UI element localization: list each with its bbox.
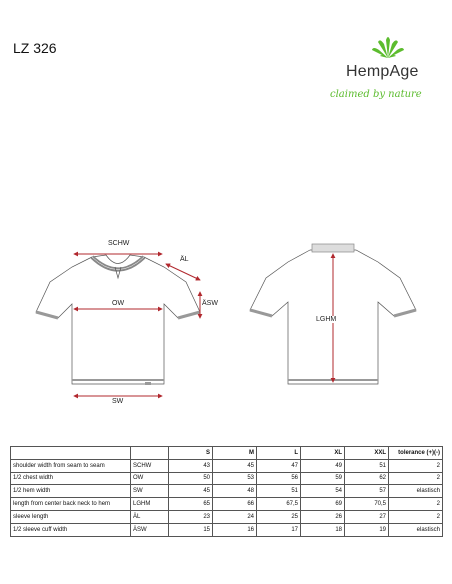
- hemp-leaf-icon: [370, 34, 406, 60]
- cell-xxl: 70,5: [345, 498, 389, 511]
- cell-l: 47: [257, 459, 301, 472]
- cell-xl: 26: [301, 510, 345, 523]
- cell-xxl: 19: [345, 523, 389, 536]
- cell-xxl: 51: [345, 459, 389, 472]
- header-tolerance: tolerance (+)(-): [389, 447, 443, 460]
- cell-xxl: 62: [345, 472, 389, 485]
- row-desc: 1/2 hem width: [11, 485, 131, 498]
- size-table: [10, 446, 443, 537]
- cell-tolerance: elastisch: [389, 485, 443, 498]
- cell-xxl: 57: [345, 485, 389, 498]
- header-xl: XL: [301, 447, 345, 460]
- header-xxl: XXL: [345, 447, 389, 460]
- cell-l: 67,5: [257, 498, 301, 511]
- cell-l: 51: [257, 485, 301, 498]
- header-s: S: [169, 447, 213, 460]
- cell-s: 23: [169, 510, 213, 523]
- cell-s: 50: [169, 472, 213, 485]
- table-row: [11, 498, 443, 511]
- cell-m: 66: [213, 498, 257, 511]
- row-desc: 1/2 sleeve cuff width: [11, 523, 131, 536]
- cell-tolerance: 2: [389, 472, 443, 485]
- label-sw: SW: [112, 398, 124, 405]
- cell-xxl: 27: [345, 510, 389, 523]
- cell-l: 17: [257, 523, 301, 536]
- hempage-logo: [330, 34, 442, 114]
- label-schw: SCHW: [108, 240, 130, 247]
- cell-xl: 59: [301, 472, 345, 485]
- cell-m: 45: [213, 459, 257, 472]
- front-shirt: [36, 255, 200, 385]
- table-row: [11, 459, 443, 472]
- table-row: [11, 510, 443, 523]
- table-row: [11, 485, 443, 498]
- label-al: ÄL: [180, 256, 189, 263]
- cell-m: 53: [213, 472, 257, 485]
- table-row: [11, 523, 443, 536]
- document-title: LZ 326: [13, 40, 57, 56]
- cell-m: 48: [213, 485, 257, 498]
- cell-s: 43: [169, 459, 213, 472]
- header-code: [131, 447, 169, 460]
- cell-l: 56: [257, 472, 301, 485]
- row-code: SCHW: [131, 459, 169, 472]
- shirt-sketches: [0, 230, 452, 410]
- brand-name: HempAge: [346, 63, 419, 80]
- brand-tagline: claimed by nature: [330, 89, 422, 100]
- cell-tolerance: 2: [389, 498, 443, 511]
- technical-drawing: [0, 230, 452, 410]
- table-header-row: [11, 447, 443, 460]
- cell-tolerance: 2: [389, 510, 443, 523]
- cell-xl: 49: [301, 459, 345, 472]
- cell-m: 24: [213, 510, 257, 523]
- row-code: OW: [131, 472, 169, 485]
- cell-l: 25: [257, 510, 301, 523]
- cell-s: 65: [169, 498, 213, 511]
- cell-s: 45: [169, 485, 213, 498]
- label-ow: OW: [112, 300, 125, 307]
- row-code: ÄSW: [131, 523, 169, 536]
- table-row: [11, 472, 443, 485]
- header-desc: [11, 447, 131, 460]
- cell-tolerance: elastisch: [389, 523, 443, 536]
- row-code: ÄL: [131, 510, 169, 523]
- cell-xl: 18: [301, 523, 345, 536]
- header-m: M: [213, 447, 257, 460]
- cell-m: 16: [213, 523, 257, 536]
- row-desc: 1/2 chest width: [11, 472, 131, 485]
- label-lghm: LGHM: [316, 316, 337, 323]
- row-desc: length from center back neck to hem: [11, 498, 131, 511]
- row-desc: sleeve length: [11, 510, 131, 523]
- header-l: L: [257, 447, 301, 460]
- row-desc: shoulder width from seam to seam: [11, 459, 131, 472]
- cell-xl: 54: [301, 485, 345, 498]
- row-code: LGHM: [131, 498, 169, 511]
- cell-s: 15: [169, 523, 213, 536]
- label-asw: ÄSW: [202, 300, 218, 307]
- cell-tolerance: 2: [389, 459, 443, 472]
- cell-xl: 69: [301, 498, 345, 511]
- row-code: SW: [131, 485, 169, 498]
